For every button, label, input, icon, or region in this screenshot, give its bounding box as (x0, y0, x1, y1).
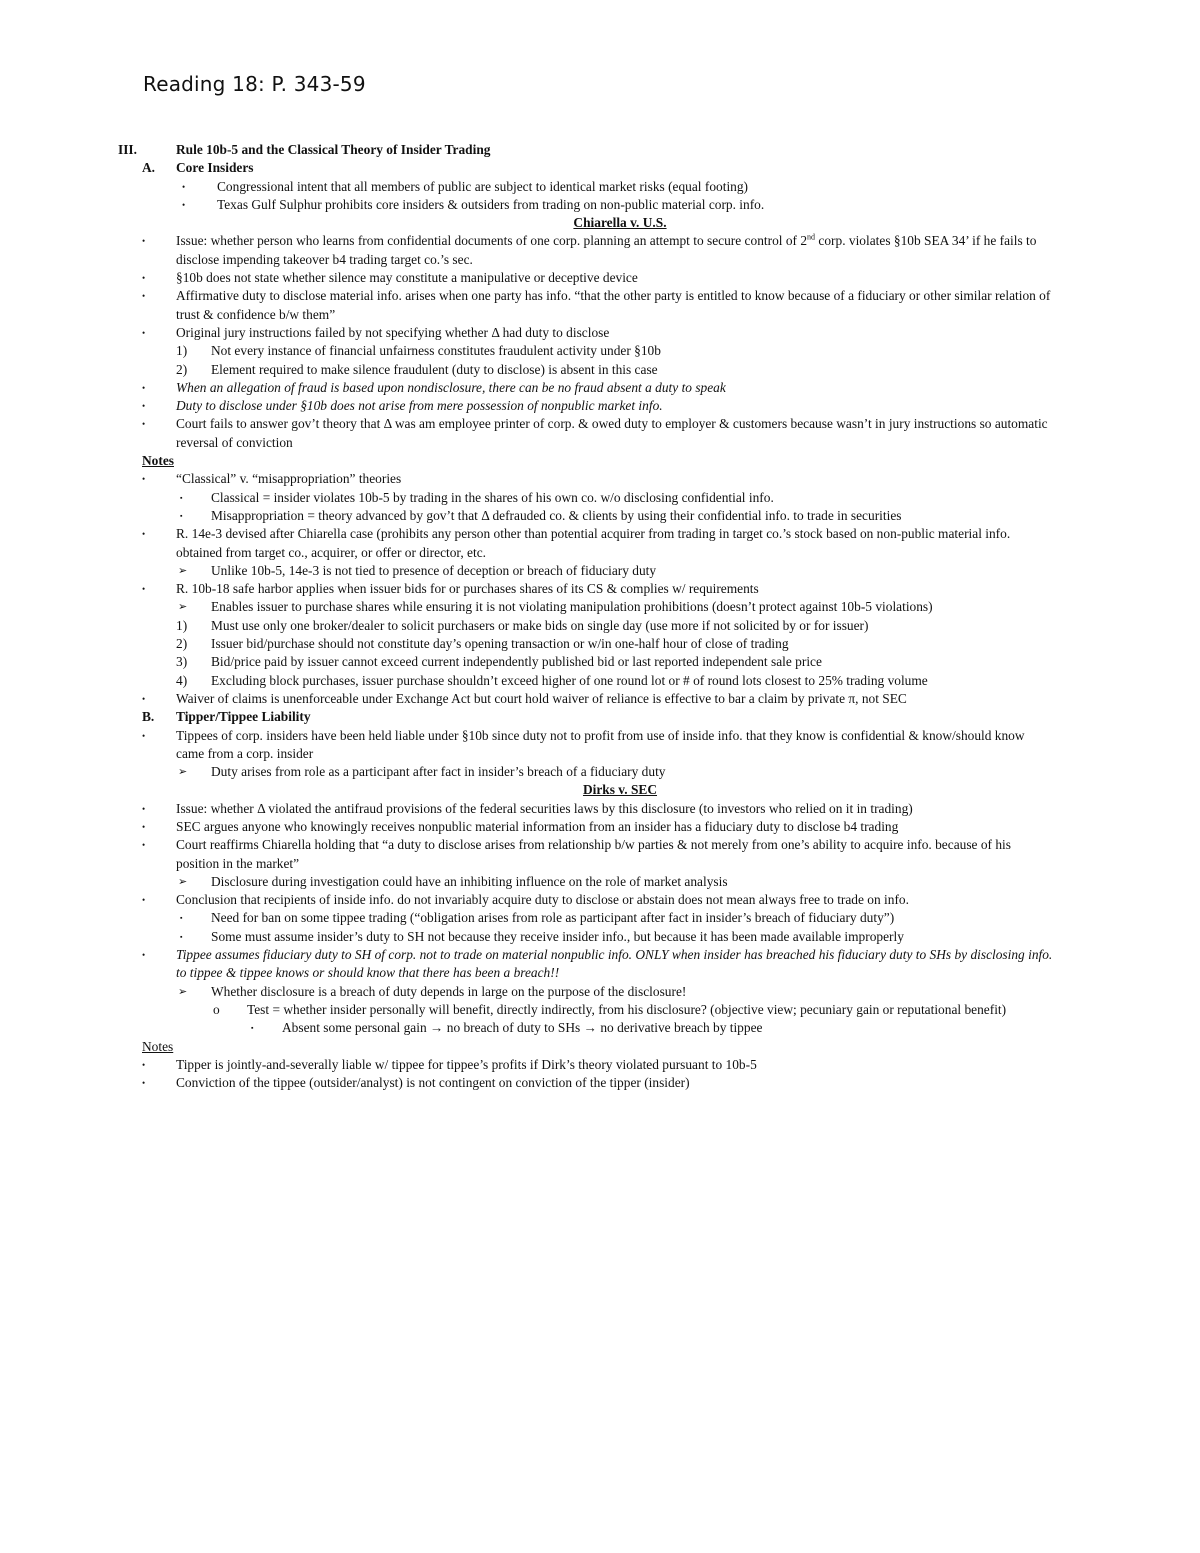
list-item: ➢ Duty arises from role as a participant after fact in insider’s breach of a fiduciary duty (0, 763, 1200, 781)
arrow-bullet-icon: ➢ (178, 766, 188, 779)
list-item: • R. 14e-3 devised after Chiarella case (prohibits any person other than potential acquirer from trading in target co.’s stock based on non-public material info. obtained from target co., acquirer, or offer or director, etc. (142, 526, 1011, 560)
list-item: o Test = whether insider personally will benefit, directly indirectly, from his disclosure? (objective view; pecuniary gain or reputational benefit) (0, 1001, 1200, 1019)
page-title: Reading 18: P. 343-59 (143, 72, 366, 96)
list-item: ➢ Enables issuer to purchase shares while ensuring it is not violating manipulation prohibitions (doesn’t protect against 10b-5 violations) (0, 598, 1200, 616)
bullet-icon: • (142, 803, 146, 814)
bullet-icon: • (142, 327, 146, 338)
list-item: ▪ Classical = insider violates 10b-5 by trading in the shares of his own co. w/o disclosing confidential info. (0, 489, 1200, 507)
numbered-item: 1) Not every instance of financial unfairness constitutes fraudulent activity under §10b (176, 343, 661, 359)
subsection-title: Tipper/Tippee Liability (176, 709, 311, 725)
numbered-item: 3) Bid/price paid by issuer cannot exceed current independently published bid or last reported independent sale price (176, 654, 822, 670)
numbered-item: 4) Excluding block purchases, issuer purchase shouldn’t exceed higher of one round lot or # of round lots closest to 25% trading volume (176, 672, 928, 688)
bullet-icon: • (142, 840, 146, 851)
bullet-icon: • (142, 1078, 146, 1089)
square-bullet-icon: ▪ (251, 1024, 254, 1033)
subsection-letter: B. (142, 709, 155, 725)
bullet-icon: • (142, 291, 146, 302)
bullet-icon: • (142, 236, 146, 247)
bullet-icon: • (142, 1059, 146, 1070)
list-item: • Affirmative duty to disclose material info. arises when one party has info. “that the other party is entitled to know because of a fiduciary or other similar relation of trust & confidence b/w them” (142, 288, 1051, 322)
numbered-item: 1) Must use only one broker/dealer to solicit purchasers or make bids on single day (use more if not solicited by or for issuer) (176, 617, 869, 633)
numbered-item: 2) Element required to make silence fraudulent (duty to disclose) is absent in this case (176, 361, 658, 377)
bullet-icon: • (142, 419, 146, 430)
bullet-icon: • (142, 693, 146, 704)
arrow-bullet-icon: ➢ (178, 985, 188, 998)
bullet-icon: • (142, 895, 146, 906)
square-bullet-icon: ▪ (180, 932, 183, 941)
bullet-icon: • (142, 474, 146, 485)
list-item: ▪ Some must assume insider’s duty to SH not because they receive insider info., but because it has been made available improperly (0, 928, 1200, 946)
arrow-bullet-icon: ➢ (178, 564, 188, 577)
bullet-icon: • (142, 730, 146, 741)
list-item: ▪ Absent some personal gain → no breach of duty to SHs → no derivative breach by tippee (0, 1019, 1200, 1037)
list-item: ▪ Misappropriation = theory advanced by gov’t that Δ defrauded co. & clients by using their confidential info. to trade in securities (0, 507, 1200, 525)
circle-bullet-icon: o (213, 1001, 220, 1017)
document-body (0, 141, 1200, 1092)
list-item: ➢ Disclosure during investigation could have an inhibiting influence on the role of market analysis (0, 873, 1200, 891)
list-item: • Issue: whether person who learns from confidential documents of one corp. planning an attempt to secure control of 2nd corp. violates §10b SEA 34’ if he fails to disclose impending takeover b4 trading target co.’s sec. (142, 233, 1037, 267)
subsection-heading (0, 159, 1200, 177)
list-item: • Tipper is jointly-and-severally liable w/ tippee for tippee’s profits if Dirk’s theory violated pursuant to 10b-5 (0, 1056, 1200, 1074)
bullet-icon: • (142, 382, 146, 393)
bullet-icon: • (142, 273, 146, 284)
list-item: • Conclusion that recipients of inside info. do not invariably acquire duty to disclose or abstain does not mean always free to trade on info. (0, 891, 1200, 909)
subsection-title: Core Insiders (176, 160, 254, 176)
square-bullet-icon: ▪ (180, 493, 183, 502)
list-item: • R. 10b-18 safe harbor applies when issuer bids for or purchases shares of its CS & complies w/ requirements (0, 580, 1200, 598)
arrow-bullet-icon: ➢ (178, 601, 188, 614)
list-item: • Texas Gulf Sulphur prohibits core insiders & outsiders from trading on non-public material corp. info. (0, 196, 1200, 214)
square-bullet-icon: ▪ (180, 914, 183, 923)
list-item: • Court fails to answer gov’t theory that Δ was am employee printer of corp. & owed duty to employer & customers because wasn’t in jury instructions so automatic reversal of conviction (142, 416, 1048, 450)
section-heading (0, 141, 1200, 159)
list-item: • Issue: whether Δ violated the antifraud provisions of the federal securities laws by this disclosure (to investors who relied on it in trading) (0, 800, 1200, 818)
subsection-letter: A. (142, 160, 156, 176)
list-item: ▪ Need for ban on some tippee trading (“obligation arises from role as participant after fact in insider’s breach of fiduciary duty”) (0, 909, 1200, 927)
list-item: • When an allegation of fraud is based upon nondisclosure, there can be no fraud absent a duty to speak (0, 379, 1200, 397)
bullet-icon: • (182, 199, 186, 210)
list-item: • Court reaffirms Chiarella holding that “a duty to disclose arises from relationship b/w parties & not merely from one’s ability to acquire info. because of his position in the market” (142, 837, 1011, 871)
numbered-item: 2) Issuer bid/purchase should not constitute day’s opening transaction or w/in one-half hour of close of trading (176, 636, 789, 652)
list-item: • Original jury instructions failed by not specifying whether Δ had duty to disclose (0, 324, 1200, 342)
list-item: • Duty to disclose under §10b does not arise from mere possession of nonpublic market info. (0, 397, 1200, 415)
list-item: • “Classical” v. “misappropriation” theories (0, 470, 1200, 488)
list-item: • Tippees of corp. insiders have been held liable under §10b since duty not to profit from use of inside info. that they know is confidential & know/should know came from a corp. insider (142, 727, 1025, 761)
section-title: Rule 10b-5 and the Classical Theory of Insider Trading (176, 142, 491, 157)
case-title: Dirks v. SEC (582, 782, 658, 798)
bullet-icon: • (182, 181, 186, 192)
bullet-icon: • (142, 529, 146, 540)
list-item: • Tippee assumes fiduciary duty to SH of corp. not to trade on material nonpublic info. ONLY when insider has breached his fiduciary duty to SHs by disclosing info. to tippee & tippee knows or should know that there has been a breach!! (142, 947, 1053, 981)
list-item: ➢ Whether disclosure is a breach of duty depends in large on the purpose of the disclosure! (0, 983, 1200, 1001)
bullet-icon: • (142, 584, 146, 595)
case-title: Chiarella v. U.S. (573, 215, 667, 231)
bullet-icon: • (142, 821, 146, 832)
arrow-bullet-icon: ➢ (178, 875, 188, 888)
list-item: • Waiver of claims is unenforceable under Exchange Act but court hold waiver of reliance is effective to bar a claim by private π, not SEC (0, 690, 1200, 708)
bullet-icon: • (142, 950, 146, 961)
list-item: • §10b does not state whether silence may constitute a manipulative or deceptive device (0, 269, 1200, 287)
list-item: • SEC argues anyone who knowingly receives nonpublic material information from an insider has a fiduciary duty to disclose b4 trading (0, 818, 1200, 836)
subsection-heading (0, 708, 1200, 726)
bullet-icon: • (142, 401, 146, 412)
square-bullet-icon: ▪ (180, 511, 183, 520)
list-item: ➢ Unlike 10b-5, 14e-3 is not tied to presence of deception or breach of fiduciary duty (0, 562, 1200, 580)
list-item: • Conviction of the tippee (outsider/analyst) is not contingent on conviction of the tipper (insider) (0, 1074, 1200, 1092)
list-item: • Congressional intent that all members of public are subject to identical market risks (equal footing) (0, 178, 1200, 196)
notes-label: Notes (142, 453, 174, 469)
notes-label: Notes (142, 1038, 174, 1054)
section-number: III. (118, 142, 137, 157)
